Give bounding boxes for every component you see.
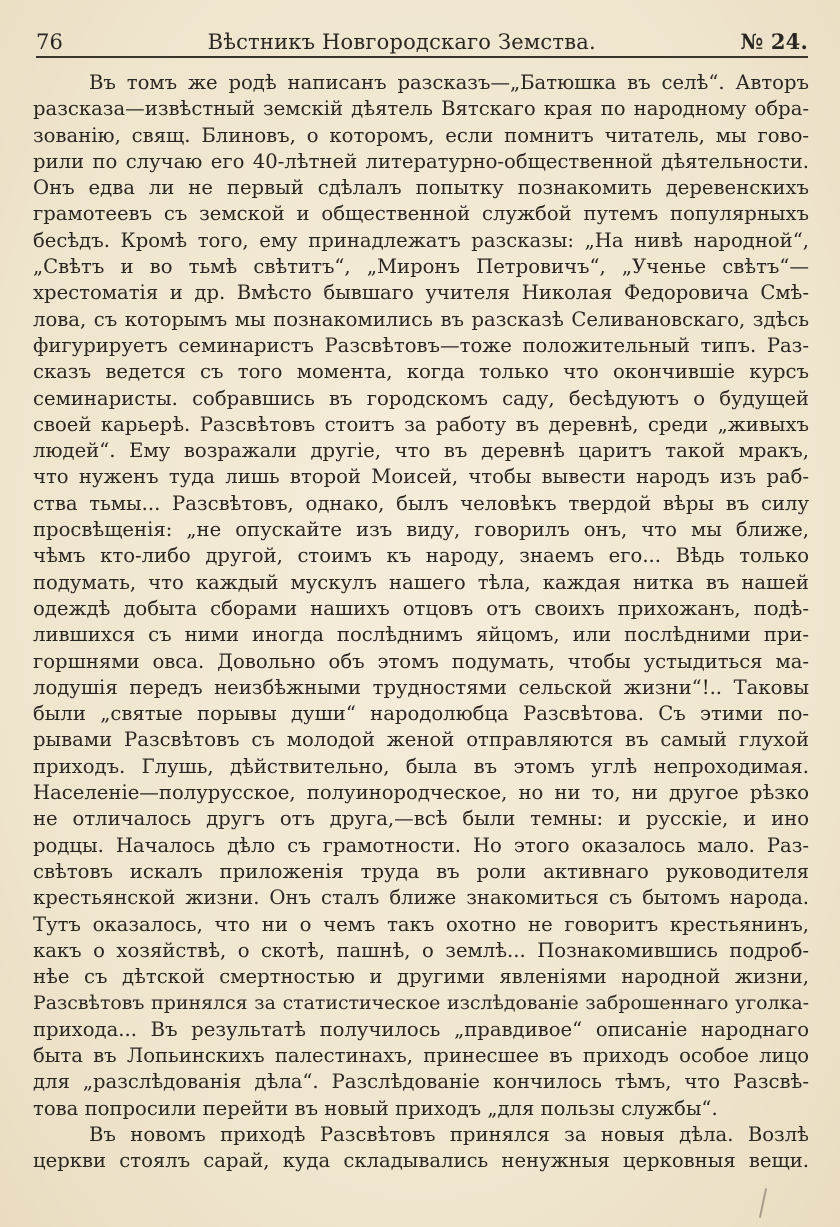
pencil-mark	[759, 1188, 767, 1218]
text-line: Разсвѣтовъ принялся за статистическое изслѣдованіе заброшеннаго уголка-	[33, 992, 809, 1015]
text-line: что нуженъ туда лишь второй Моисей, чтобы вывести народъ изъ раб-	[33, 465, 809, 489]
text-line: семинаристы. собравшись въ городскомъ саду, бесѣдуютъ о будущей	[33, 386, 809, 410]
page-header	[36, 22, 808, 54]
text-line: „Свѣтъ и во тьмѣ свѣтитъ“, „Миронъ Петровичъ“, „Ученье свѣтъ“—	[33, 255, 809, 279]
header-rule	[36, 56, 808, 58]
text-line: хрестоматія и др. Вмѣсто бывшаго учителя Николая Федоровича Смѣ-	[33, 281, 809, 305]
text-line: своей карьерѣ. Разсвѣтовъ стоитъ за работу въ деревнѣ, среди „живыхъ	[33, 412, 809, 436]
article-body	[33, 70, 809, 1174]
text-line: нѣе съ дѣтской смертностью и другими явленіями народной жизни,	[33, 965, 809, 989]
text-line: прихода... Въ результатѣ получилось „правдивое“ описаніе народнаго	[33, 1017, 809, 1041]
text-line: одеждѣ добыта сборами нашихъ отцовъ отъ своихъ прихожанъ, подѣ-	[33, 596, 809, 620]
text-line: лова, съ которымъ мы познакомились въ разсказѣ Селивановскаго, здѣсь	[33, 307, 809, 331]
text-line: родцы. Началось дѣло съ грамотности. Но этого оказалось мало. Раз-	[33, 833, 809, 857]
text-line: людей“. Ему возражали другіе, что въ деревнѣ царитъ такой мракъ,	[33, 439, 809, 463]
text-line: рывами Разсвѣтовъ съ молодой женой отправляются въ самый глухой	[33, 728, 809, 752]
text-line: горшнями овса. Довольно объ этомъ подумать, чтобы устыдиться ма-	[33, 649, 809, 673]
text-line: не отличалось другъ отъ друга,—всѣ были темны: и русскіе, и ино	[33, 807, 809, 831]
text-line: для „разслѣдованія дѣла“. Разслѣдованіе кончилось тѣмъ, что Разсвѣ-	[33, 1070, 809, 1094]
text-line: церкви стоялъ сарай, куда складывались ненужныя церковныя вещи.	[33, 1149, 809, 1173]
text-line: лившихся съ ними иногда послѣднимъ яйцомъ, или послѣдними при-	[33, 623, 809, 647]
text-line: разсказа—извѣстный земскій дѣятель Вятскаго края по народному обра-	[33, 97, 809, 121]
running-title: Вѣстникъ Новгородскаго Земства.	[207, 30, 596, 54]
text-line: какъ о хозяйствѣ, о скотѣ, пашнѣ, о землѣ... Познакомившись подроб-	[33, 938, 809, 962]
text-line: крестьянской жизни. Онъ сталъ ближе знакомиться съ бытомъ народа.	[33, 886, 809, 910]
page-number: 76	[36, 30, 64, 54]
text-line: рили по случаю его 40-лѣтней литературно-общественной дѣятельности.	[33, 149, 809, 173]
text-line: Въ томъ же родѣ написанъ разсказъ—„Батюшка въ селѣ“. Авторъ	[89, 71, 809, 94]
text-line: лодушія передъ неизбѣжными трудностями сельской жизни“!.. Таковы	[33, 675, 809, 699]
text-line: приходъ. Глушь, дѣйствительно, была въ этомъ углѣ непроходимая.	[33, 754, 809, 778]
text-line: бесѣдъ. Кромѣ того, ему принадлежатъ разсказы: „На нивѣ народной“,	[33, 228, 809, 252]
issue-number: № 24.	[740, 29, 808, 54]
text-line: това попросили перейти въ новый приходъ „для пользы службы“.	[33, 1096, 718, 1120]
text-line: фигурируетъ семинаристъ Разсвѣтовъ—тоже положительный типъ. Раз-	[33, 333, 809, 357]
text-line: Тутъ оказалось, что ни о чемъ такъ охотно не говоритъ крестьянинъ,	[33, 912, 809, 936]
text-line: Въ новомъ приходѣ Разсвѣтовъ принялся за новыя дѣла. Возлѣ	[89, 1122, 809, 1146]
text-line: зованію, свящ. Блиновъ, о которомъ, если помнитъ читатель, мы гово-	[33, 123, 809, 147]
text-line: Населеніе—полурусское, полуинородческое, но ни то, ни другое рѣзко	[33, 781, 809, 805]
text-line: подумать, что каждый мускулъ нашего тѣла, каждая нитка въ нашей	[33, 570, 809, 594]
text-line: были „святые порывы души“ народолюбца Разсвѣтова. Съ этими по-	[33, 702, 809, 726]
text-line: чѣмъ кто-либо другой, стоимъ къ народу, знаемъ его... Вѣдь только	[33, 544, 809, 568]
text-line: сказъ ведется съ того момента, когда только что окончившіе курсъ	[33, 360, 809, 384]
text-line: быта въ Лопьинскихъ палестинахъ, принесшее въ приходъ особое лицо	[33, 1043, 809, 1067]
text-line: грамотеевъ съ земской и общественной службой путемъ популярныхъ	[33, 202, 809, 226]
text-line: просвѣщенія: „не опускайте изъ виду, говорилъ онъ, что мы ближе,	[33, 518, 809, 542]
text-line: Онъ едва ли не первый сдѣлалъ попытку познакомить деревенскихъ	[33, 176, 809, 200]
text-line: свѣтовъ искалъ приложенія труда въ роли активнаго руководителя	[33, 859, 809, 883]
text-line: ства тьмы... Разсвѣтовъ, однако, былъ человѣкъ твердой вѣры въ силу	[33, 491, 809, 515]
